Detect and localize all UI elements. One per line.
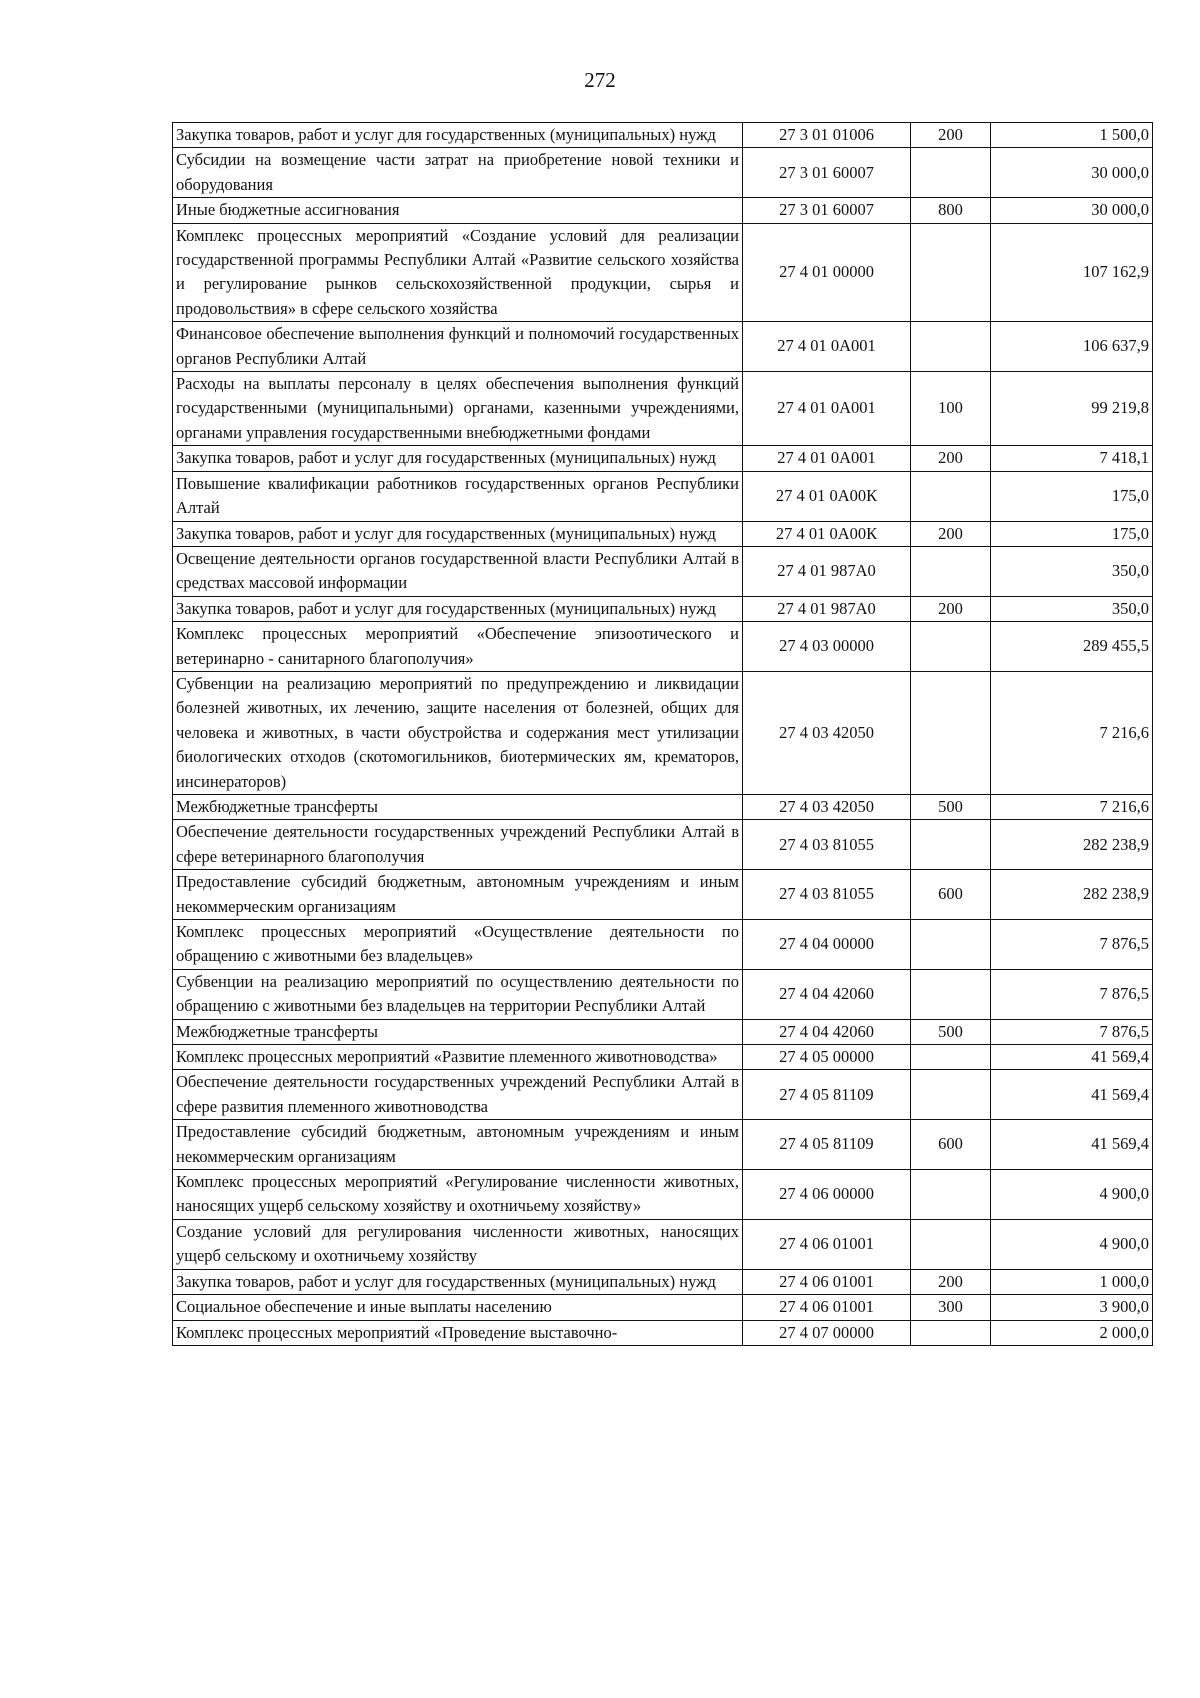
row-code: 27 4 01 0А001 bbox=[743, 372, 911, 446]
row-kvr: 200 bbox=[911, 123, 991, 148]
table-row bbox=[173, 372, 1153, 446]
row-sum: 7 418,1 bbox=[991, 446, 1153, 471]
row-code: 27 4 03 42050 bbox=[743, 671, 911, 794]
row-kvr: 200 bbox=[911, 596, 991, 621]
row-kvr bbox=[911, 1320, 991, 1345]
row-sum: 175,0 bbox=[991, 521, 1153, 546]
row-sum: 30 000,0 bbox=[991, 148, 1153, 198]
row-kvr bbox=[911, 1170, 991, 1220]
row-code: 27 4 03 81055 bbox=[743, 870, 911, 920]
row-kvr bbox=[911, 820, 991, 870]
row-code: 27 4 06 01001 bbox=[743, 1219, 911, 1269]
row-code: 27 4 01 0А001 bbox=[743, 322, 911, 372]
row-code: 27 4 01 0А001 bbox=[743, 446, 911, 471]
row-code: 27 4 05 81109 bbox=[743, 1120, 911, 1170]
table-row bbox=[173, 1219, 1153, 1269]
row-sum: 99 219,8 bbox=[991, 372, 1153, 446]
row-name: Межбюджетные трансферты bbox=[173, 1019, 743, 1044]
row-code: 27 4 01 987А0 bbox=[743, 596, 911, 621]
row-name: Обеспечение деятельности государственных учреждений Республики Алтай в сфере развития племенного животноводства bbox=[173, 1070, 743, 1120]
row-kvr bbox=[911, 322, 991, 372]
row-name: Закупка товаров, работ и услуг для государственных (муниципальных) нужд bbox=[173, 123, 743, 148]
row-sum: 282 238,9 bbox=[991, 820, 1153, 870]
row-sum: 7 876,5 bbox=[991, 1019, 1153, 1044]
row-sum: 7 216,6 bbox=[991, 671, 1153, 794]
row-name: Субвенции на реализацию мероприятий по осуществлению деятельности по обращению с животными без владельцев на территории Республики Алтай bbox=[173, 969, 743, 1019]
row-code: 27 4 06 01001 bbox=[743, 1295, 911, 1320]
row-name: Комплекс процессных мероприятий «Создание условий для реализации государственной программы Республики Алтай «Развитие сельского хозяйства и регулирование рынков сельскохозяйственной продукции, сырья и продовольствия» в сфере сельского хозяйства bbox=[173, 223, 743, 322]
row-sum: 107 162,9 bbox=[991, 223, 1153, 322]
table-row bbox=[173, 920, 1153, 970]
row-kvr: 200 bbox=[911, 521, 991, 546]
row-name: Закупка товаров, работ и услуг для государственных (муниципальных) нужд bbox=[173, 1269, 743, 1294]
row-sum: 4 900,0 bbox=[991, 1170, 1153, 1220]
budget-table bbox=[172, 122, 1153, 1346]
row-kvr: 600 bbox=[911, 870, 991, 920]
table-row bbox=[173, 1170, 1153, 1220]
table-row bbox=[173, 123, 1153, 148]
row-sum: 1 500,0 bbox=[991, 123, 1153, 148]
row-kvr: 200 bbox=[911, 446, 991, 471]
row-code: 27 4 03 00000 bbox=[743, 622, 911, 672]
table-row bbox=[173, 1120, 1153, 1170]
row-kvr: 500 bbox=[911, 1019, 991, 1044]
row-sum: 4 900,0 bbox=[991, 1219, 1153, 1269]
row-sum: 7 876,5 bbox=[991, 920, 1153, 970]
row-code: 27 4 03 42050 bbox=[743, 794, 911, 819]
row-code: 27 4 07 00000 bbox=[743, 1320, 911, 1345]
row-sum: 41 569,4 bbox=[991, 1070, 1153, 1120]
row-kvr bbox=[911, 1045, 991, 1070]
table-row bbox=[173, 1045, 1153, 1070]
row-kvr: 300 bbox=[911, 1295, 991, 1320]
table-row bbox=[173, 596, 1153, 621]
row-kvr bbox=[911, 148, 991, 198]
row-name: Предоставление субсидий бюджетным, автономным учреждениям и иным некоммерческим организациям bbox=[173, 870, 743, 920]
row-name: Финансовое обеспечение выполнения функций и полномочий государственных органов Республики Алтай bbox=[173, 322, 743, 372]
row-name: Комплекс процессных мероприятий «Обеспечение эпизоотического и ветеринарно - санитарного благополучия» bbox=[173, 622, 743, 672]
row-name: Предоставление субсидий бюджетным, автономным учреждениям и иным некоммерческим организациям bbox=[173, 1120, 743, 1170]
row-kvr bbox=[911, 969, 991, 1019]
row-code: 27 4 03 81055 bbox=[743, 820, 911, 870]
row-name: Расходы на выплаты персоналу в целях обеспечения выполнения функций государственными (муниципальными) органами, казенными учреждениями, органами управления государственными внебюджетными фондами bbox=[173, 372, 743, 446]
table-row bbox=[173, 1070, 1153, 1120]
row-name: Повышение квалификации работников государственных органов Республики Алтай bbox=[173, 471, 743, 521]
table-row bbox=[173, 546, 1153, 596]
row-code: 27 4 01 0А00К bbox=[743, 471, 911, 521]
row-code: 27 4 05 81109 bbox=[743, 1070, 911, 1120]
row-sum: 282 238,9 bbox=[991, 870, 1153, 920]
row-code: 27 4 04 42060 bbox=[743, 969, 911, 1019]
row-kvr bbox=[911, 1219, 991, 1269]
row-name: Социальное обеспечение и иные выплаты населению bbox=[173, 1295, 743, 1320]
table-row bbox=[173, 198, 1153, 223]
row-name: Межбюджетные трансферты bbox=[173, 794, 743, 819]
row-kvr bbox=[911, 671, 991, 794]
row-sum: 7 216,6 bbox=[991, 794, 1153, 819]
row-kvr: 200 bbox=[911, 1269, 991, 1294]
row-kvr bbox=[911, 622, 991, 672]
table-row bbox=[173, 148, 1153, 198]
row-code: 27 4 04 00000 bbox=[743, 920, 911, 970]
row-sum: 175,0 bbox=[991, 471, 1153, 521]
row-code: 27 3 01 01006 bbox=[743, 123, 911, 148]
row-kvr: 100 bbox=[911, 372, 991, 446]
table-row bbox=[173, 1320, 1153, 1345]
row-name: Создание условий для регулирования численности животных, наносящих ущерб сельскому и охотничьему хозяйству bbox=[173, 1219, 743, 1269]
row-kvr bbox=[911, 1070, 991, 1120]
row-name: Иные бюджетные ассигнования bbox=[173, 198, 743, 223]
table-row bbox=[173, 223, 1153, 322]
row-name: Закупка товаров, работ и услуг для государственных (муниципальных) нужд bbox=[173, 596, 743, 621]
row-sum: 350,0 bbox=[991, 546, 1153, 596]
table-row bbox=[173, 322, 1153, 372]
table-row bbox=[173, 622, 1153, 672]
row-code: 27 4 05 00000 bbox=[743, 1045, 911, 1070]
table-row bbox=[173, 671, 1153, 794]
row-kvr bbox=[911, 223, 991, 322]
row-name: Освещение деятельности органов государственной власти Республики Алтай в средствах массовой информации bbox=[173, 546, 743, 596]
page-number: 272 bbox=[584, 68, 616, 92]
row-sum: 106 637,9 bbox=[991, 322, 1153, 372]
row-sum: 41 569,4 bbox=[991, 1120, 1153, 1170]
row-code: 27 4 01 0А00К bbox=[743, 521, 911, 546]
table-row bbox=[173, 870, 1153, 920]
table-row bbox=[173, 794, 1153, 819]
table-row bbox=[173, 820, 1153, 870]
row-kvr: 500 bbox=[911, 794, 991, 819]
row-name: Закупка товаров, работ и услуг для государственных (муниципальных) нужд bbox=[173, 521, 743, 546]
row-code: 27 3 01 60007 bbox=[743, 198, 911, 223]
table-row bbox=[173, 1269, 1153, 1294]
row-kvr bbox=[911, 920, 991, 970]
row-name: Комплекс процессных мероприятий «Проведение выставочно- bbox=[173, 1320, 743, 1345]
row-code: 27 4 04 42060 bbox=[743, 1019, 911, 1044]
row-name: Комплекс процессных мероприятий «Осуществление деятельности по обращению с животными без владельцев» bbox=[173, 920, 743, 970]
row-code: 27 4 01 00000 bbox=[743, 223, 911, 322]
row-kvr bbox=[911, 546, 991, 596]
row-sum: 1 000,0 bbox=[991, 1269, 1153, 1294]
row-name: Закупка товаров, работ и услуг для государственных (муниципальных) нужд bbox=[173, 446, 743, 471]
row-code: 27 4 06 01001 bbox=[743, 1269, 911, 1294]
row-sum: 41 569,4 bbox=[991, 1045, 1153, 1070]
row-code: 27 4 01 987А0 bbox=[743, 546, 911, 596]
row-sum: 289 455,5 bbox=[991, 622, 1153, 672]
row-kvr: 600 bbox=[911, 1120, 991, 1170]
row-sum: 3 900,0 bbox=[991, 1295, 1153, 1320]
table-row bbox=[173, 969, 1153, 1019]
table-row bbox=[173, 446, 1153, 471]
row-name: Обеспечение деятельности государственных учреждений Республики Алтай в сфере ветеринарного благополучия bbox=[173, 820, 743, 870]
row-kvr bbox=[911, 471, 991, 521]
table-row bbox=[173, 471, 1153, 521]
row-sum: 7 876,5 bbox=[991, 969, 1153, 1019]
row-sum: 30 000,0 bbox=[991, 198, 1153, 223]
table-row bbox=[173, 1019, 1153, 1044]
row-sum: 350,0 bbox=[991, 596, 1153, 621]
row-code: 27 3 01 60007 bbox=[743, 148, 911, 198]
row-name: Комплекс процессных мероприятий «Развитие племенного животноводства» bbox=[173, 1045, 743, 1070]
row-sum: 2 000,0 bbox=[991, 1320, 1153, 1345]
row-kvr: 800 bbox=[911, 198, 991, 223]
table-row bbox=[173, 521, 1153, 546]
row-name: Комплекс процессных мероприятий «Регулирование численности животных, наносящих ущерб сельскому хозяйству и охотничьему хозяйству» bbox=[173, 1170, 743, 1220]
table-row bbox=[173, 1295, 1153, 1320]
row-name: Субсидии на возмещение части затрат на приобретение новой техники и оборудования bbox=[173, 148, 743, 198]
row-code: 27 4 06 00000 bbox=[743, 1170, 911, 1220]
row-name: Субвенции на реализацию мероприятий по предупреждению и ликвидации болезней животных, их лечению, защите населения от болезней, общих для человека и животных, в части обустройства и содержания мест утилизации биологических отходов (скотомогильников, биотермических ям, крематоров, инсинераторов) bbox=[173, 671, 743, 794]
